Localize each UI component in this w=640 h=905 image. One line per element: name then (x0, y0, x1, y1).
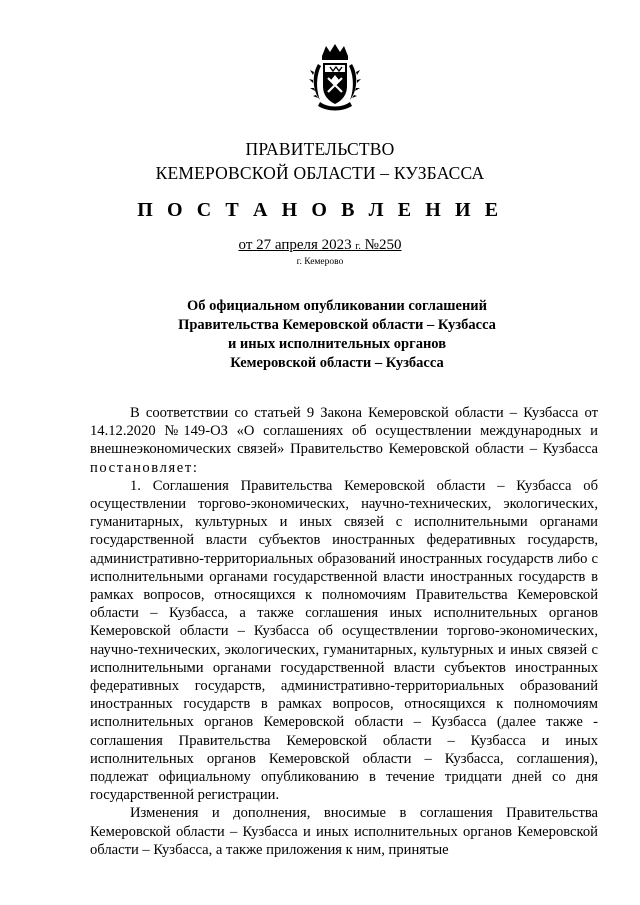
subject-line: Правительства Кемеровской области – Кузбасса (178, 317, 496, 333)
item-1-continuation-paragraph: Изменения и дополнения, вносимые в соглашения Правительства Кемеровской области – Кузбасса и иных исполнительных органов Кемеровской области – Кузбасса, а также приложения к ним, принятые (90, 805, 598, 858)
document-date: 27 апреля 2023 (256, 237, 352, 253)
issue-city: г. Кемерово (296, 257, 344, 267)
document-type-heading: П О С Т А Н О В Л Е Н И Е (137, 199, 503, 221)
subject-line: и иных исполнительных органов (227, 336, 447, 352)
number-sign: № (364, 237, 379, 253)
document-subject (140, 297, 534, 373)
item-1-paragraph: 1. Соглашения Правительства Кемеровской области – Кузбасса об осуществлении торгово-экономических, научно-технических, экологических, гуманитарных, культурных и иных связей с исполнительными органами государственной власти субъектов иностранных федеративных государств, административно-территориальных образований иностранных государств либо с исполнительными органами государственной власти иностранных государств в рамках вопросов, относящихся к полномочиям Правительства Кемеровской области – Кузбасса, а также соглашения иных исполнительных органов Кемеровской области – Кузбасса об осуществлении торгово-экономических, научно-технических, экологических, гуманитарных, культурных и иных связей с исполнительными органами государственной власти субъектов иностранных федеративных государств, административно-территориальных образований иностранных государств в рамках вопросов, относящихся к полномочиям исполнительных органов Кемеровской области – Кузбасса (далее также - соглашения Правительства Кемеровской области – Кузбасса и иных исполнительных органов Кемеровской области – Кузбасса, соглашения), подлежат официальному опубликованию в течение тридцати дней со дня государственной регистрации. (90, 477, 598, 804)
year-abbreviation: г. (355, 241, 361, 252)
document-body (90, 404, 598, 859)
document-date-number (0, 237, 640, 254)
government-title-line1: ПРАВИТЕЛЬСТВО (245, 139, 395, 159)
subject-line: Об официальном опубликовании соглашений (186, 298, 488, 314)
date-prefix: от (238, 237, 253, 253)
intro-text: В соответствии со статьей 9 Закона Кемеровской области – Кузбасса от 14.12.2020 №149-ОЗ «О соглашениях об осуществлении международных и внешнеэкономических связей» Правительство Кемеровской области – Кузбасса (90, 405, 598, 458)
intro-paragraph (90, 404, 598, 477)
intro-verb: постановляет: (90, 459, 199, 476)
kemerovo-region-coat-of-arms-icon (308, 42, 362, 114)
government-title-line2: КЕМЕРОВСКОЙ ОБЛАСТИ – КУЗБАССА (155, 163, 485, 183)
document-number: 250 (378, 237, 402, 253)
subject-line: Кемеровской области – Кузбасса (230, 355, 444, 371)
